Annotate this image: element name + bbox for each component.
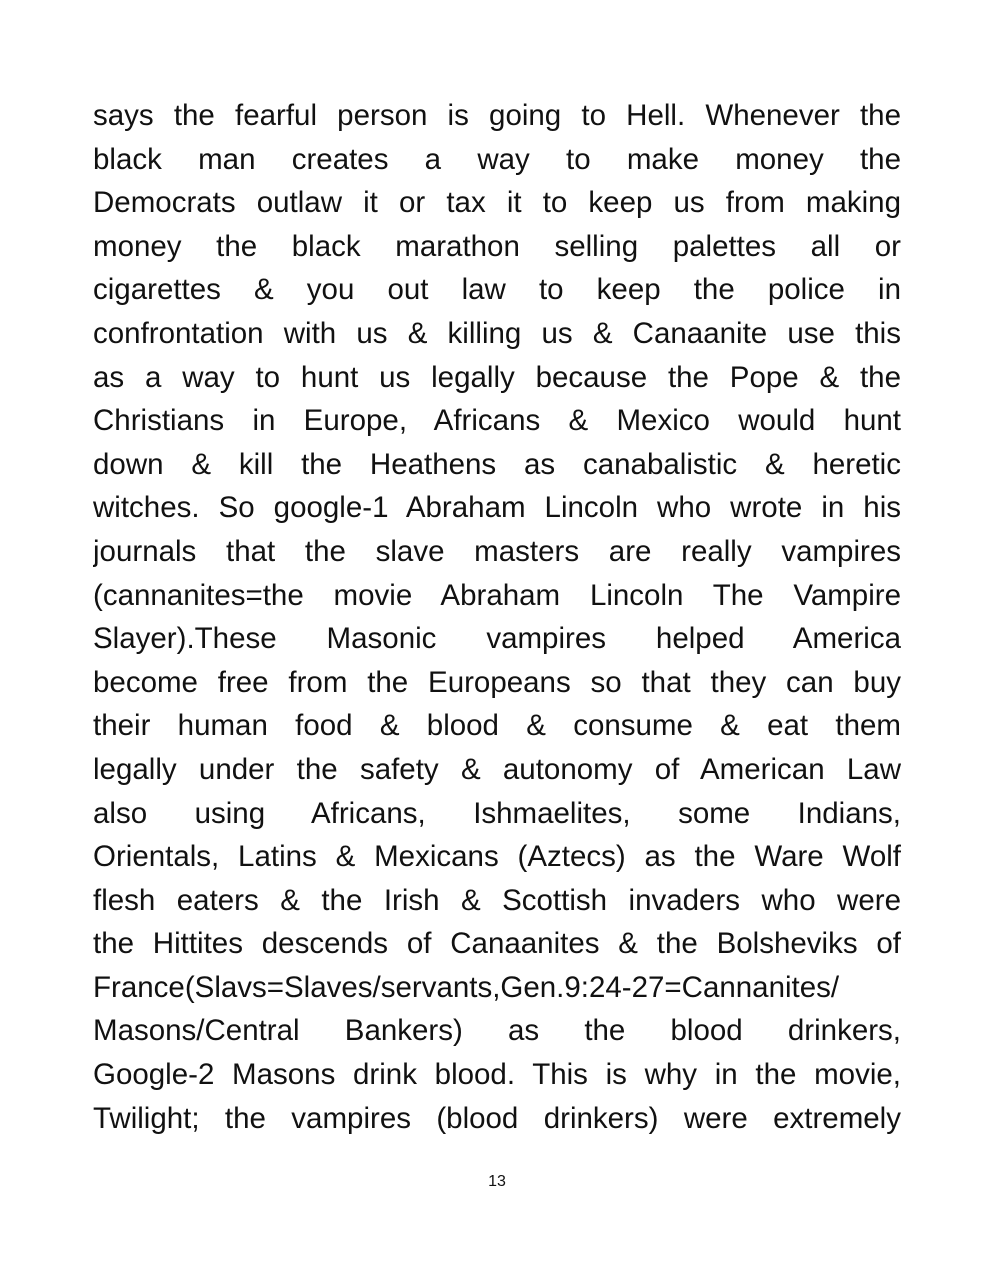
text-line: become free from the Europeans so that they can buy [93,665,901,699]
page-number: 13 [488,1173,506,1190]
text-line: cigarettes & you out law to keep the police in [93,273,901,307]
text-line: also using Africans, Ishmaelites, some Indians, [93,796,901,830]
text-line: (cannanites=the movie Abraham Lincoln The Vampire [93,578,901,612]
text-line: journals that the slave masters are really vampires [93,534,901,568]
text-line: down & kill the Heathens as canabalistic & heretic [93,447,901,481]
text-line: Masons/Central Bankers) as the blood drinkers, [93,1014,901,1048]
text-line: France(Slavs=Slaves/servants,Gen.9:24-27=Cannanites/ [93,970,840,1004]
text-line: confrontation with us & killing us & Canaanite use this [93,316,901,350]
text-line: Christians in Europe, Africans & Mexico would hunt [93,404,901,438]
text-line: as a way to hunt us legally because the Pope & the [93,360,901,394]
body-paragraph [93,94,901,1140]
text-line: Google-2 Masons drink blood. This is why in the movie, [93,1058,901,1092]
text-line: Slayer).These Masonic vampires helped America [93,622,901,656]
text-line: Twilight; the vampires (blood drinkers) were extremely [93,1101,901,1135]
text-line: their human food & blood & consume & eat them [93,709,901,743]
text-line: the Hittites descends of Canaanites & the Bolsheviks of [93,927,901,961]
text-line: money the black marathon selling palettes all or [93,229,901,263]
text-line: Democrats outlaw it or tax it to keep us from making [93,186,901,220]
text-line: Orientals, Latins & Mexicans (Aztecs) as the Ware Wolf [93,840,901,874]
text-line: says the fearful person is going to Hell. Whenever the [93,99,901,132]
text-line: legally under the safety & autonomy of American Law [93,752,901,786]
text-line: witches. So google-1 Abraham Lincoln who wrote in his [93,491,901,525]
text-line: black man creates a way to make money the [93,142,901,176]
text-line: flesh eaters & the Irish & Scottish invaders who were [93,883,901,917]
